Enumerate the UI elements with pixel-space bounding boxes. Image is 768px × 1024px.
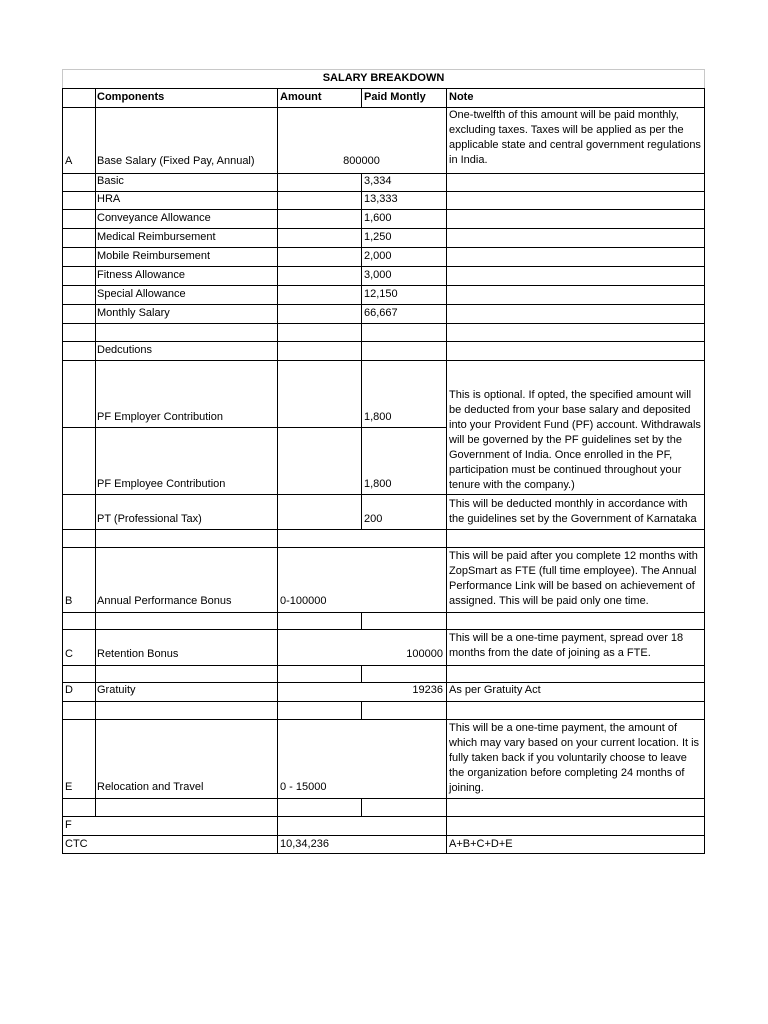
row-divider <box>62 323 705 324</box>
column-divider <box>704 88 705 854</box>
row-label-a: A <box>65 155 73 167</box>
column-divider <box>446 88 447 853</box>
row-label-b: B <box>65 595 73 607</box>
row-divider <box>62 285 705 286</box>
row-divider <box>62 266 705 267</box>
component-monthly-salary: Monthly Salary <box>97 307 170 319</box>
note-gratuity: As per Gratuity Act <box>449 684 541 696</box>
paid-special: 12,150 <box>364 288 398 300</box>
column-divider <box>361 798 362 816</box>
note-base-salary: One-twelfth of this amount will be paid monthly, excluding taxes. Taxes will be applied as per the applicable state and central government regulations in India. <box>449 109 701 166</box>
note-pt: This will be deducted monthly in accordance with the guidelines set by the Government of Karnataka <box>449 498 697 525</box>
paid-pf-employee: 1,800 <box>364 478 392 490</box>
column-divider <box>361 612 362 629</box>
row-divider <box>62 360 705 361</box>
component-mobile: Mobile Reimbursement <box>97 250 211 262</box>
row-divider <box>62 719 705 720</box>
row-divider <box>62 209 705 210</box>
row-divider <box>62 682 705 683</box>
paid-hra: 13,333 <box>364 193 398 205</box>
component-pf-employer: PF Employer Contribution <box>97 411 223 423</box>
paid-basic: 3,334 <box>364 175 392 187</box>
header-note: Note <box>449 91 474 103</box>
component-performance-bonus: Annual Performance Bonus <box>97 595 232 607</box>
header-paid-monthly: Paid Montly <box>364 91 426 103</box>
salary-breakdown-table <box>62 69 705 854</box>
row-divider <box>62 228 705 229</box>
section-deductions: Dedcutions <box>97 344 153 356</box>
column-divider <box>361 701 362 719</box>
header-amount: Amount <box>280 91 322 103</box>
paid-pt: 200 <box>364 513 383 525</box>
row-divider <box>62 304 705 305</box>
row-divider <box>62 547 705 548</box>
amount-retention-bonus: 100000 <box>406 648 443 660</box>
column-divider <box>361 88 362 107</box>
amount-performance-bonus: 0-100000 <box>280 595 327 607</box>
row-divider <box>62 341 705 342</box>
column-divider <box>62 88 63 854</box>
component-fitness: Fitness Allowance <box>97 269 186 281</box>
component-basic: Basic <box>97 175 124 187</box>
component-medical: Medical Reimbursement <box>97 231 216 243</box>
amount-gratuity: 19236 <box>412 684 443 696</box>
row-divider <box>62 629 705 630</box>
component-relocation: Relocation and Travel <box>97 781 204 793</box>
component-conveyance: Conveyance Allowance <box>97 212 211 224</box>
row-label-c: C <box>65 648 73 660</box>
paid-mobile: 2,000 <box>364 250 392 262</box>
component-pt: PT (Professional Tax) <box>97 513 202 525</box>
component-retention-bonus: Retention Bonus <box>97 648 179 660</box>
row-divider <box>62 835 705 836</box>
row-divider <box>62 427 446 428</box>
row-divider <box>62 494 705 495</box>
column-divider <box>361 173 362 529</box>
component-gratuity: Gratuity <box>97 684 136 696</box>
row-divider <box>62 173 705 174</box>
row-divider <box>62 612 705 613</box>
component-hra: HRA <box>97 193 121 205</box>
row-divider <box>62 247 705 248</box>
row-divider <box>62 665 705 666</box>
table-title: SALARY BREAKDOWN <box>322 72 445 84</box>
note-retention-bonus: This will be a one-time payment, spread over 18 months from the date of joining as a FTE. <box>449 632 684 659</box>
amount-relocation: 0 - 15000 <box>280 781 327 793</box>
note-relocation: This will be a one-time payment, the amount of which may vary based on your current location. It is fully taken back if you voluntarily choose to leave the organization before completing 24 months of joining. <box>449 722 700 794</box>
column-divider <box>277 88 278 853</box>
paid-conveyance: 1,600 <box>364 212 392 224</box>
ctc-amount: 10,34,236 <box>280 838 329 850</box>
component-special: Special Allowance <box>97 288 186 300</box>
row-divider <box>62 529 705 530</box>
ctc-formula: A+B+C+D+E <box>449 838 513 850</box>
row-label-e: E <box>65 781 73 793</box>
row-divider <box>62 191 705 192</box>
row-divider <box>62 853 705 854</box>
component-pf-employee: PF Employee Contribution <box>97 478 226 490</box>
row-divider <box>62 88 705 89</box>
component-base-salary: Base Salary (Fixed Pay, Annual) <box>97 155 255 167</box>
ctc-label: CTC <box>65 838 88 850</box>
row-divider <box>62 816 705 817</box>
row-divider <box>62 798 705 799</box>
column-divider <box>95 88 96 816</box>
paid-pf-employer: 1,800 <box>364 411 392 423</box>
row-label-f: F <box>65 819 72 831</box>
paid-monthly-salary: 66,667 <box>364 307 398 319</box>
row-divider <box>62 701 705 702</box>
header-components: Components <box>97 91 165 103</box>
note-performance-bonus: This will be paid after you complete 12 months with ZopSmart as FTE (full time employee). The Annual Performance Link will be based on achievement of assigned. This will be paid only one time. <box>449 550 698 607</box>
amount-base-salary: 800000 <box>343 155 380 167</box>
row-label-d: D <box>65 684 73 696</box>
paid-medical: 1,250 <box>364 231 392 243</box>
note-pf: This is optional. If opted, the specified amount will be deducted from your base salary and deposited into your Provident Fund (PF) account. Withdrawals will be governed by the PF guidelines set by the Government of India. Once enrolled in the PF, participation must be continued throughout your tenure with the company.) <box>449 389 701 491</box>
column-divider <box>361 665 362 682</box>
paid-fitness: 3,000 <box>364 269 392 281</box>
